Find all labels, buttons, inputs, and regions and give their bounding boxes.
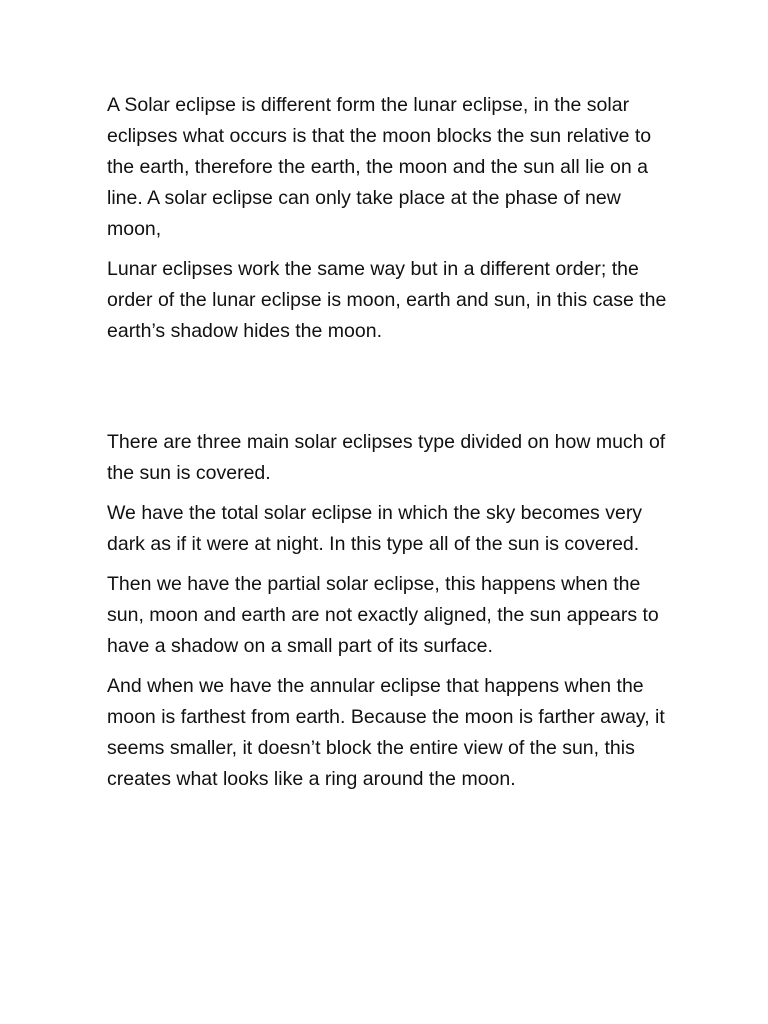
paragraph-eclipse-types: There are three main solar eclipses type divided on how much of the sun is covered. bbox=[107, 431, 666, 484]
paragraph-solar-vs-lunar: A Solar eclipse is different form the lunar eclipse, in the solar eclipses what occurs is that the moon blocks the sun relative to the earth, therefore the earth, the moon and the sun all lie on a line. A solar eclipse can only take place at the phase of new moon, bbox=[107, 94, 652, 240]
paragraph-total-eclipse: We have the total solar eclipse in which the sky becomes very dark as if it were at night. In this type all of the sun is covered. bbox=[107, 502, 643, 555]
document-body bbox=[107, 90, 667, 804]
paragraph-lunar-eclipse: Lunar eclipses work the same way but in a different order; the order of the lunar eclipse is moon, earth and sun, in this case the earth’s shadow hides the moon. bbox=[107, 258, 667, 342]
paragraph-annular-eclipse: And when we have the annular eclipse that happens when the moon is farthest from earth. Because the moon is farther away, it seems smaller, it doesn’t block the entire view of the sun, this creates what looks like a ring around the moon. bbox=[107, 675, 665, 790]
blank-space bbox=[107, 356, 667, 427]
paragraph-partial-eclipse: Then we have the partial solar eclipse, this happens when the sun, moon and earth are not exactly aligned, the sun appears to have a shadow on a small part of its surface. bbox=[107, 573, 659, 657]
